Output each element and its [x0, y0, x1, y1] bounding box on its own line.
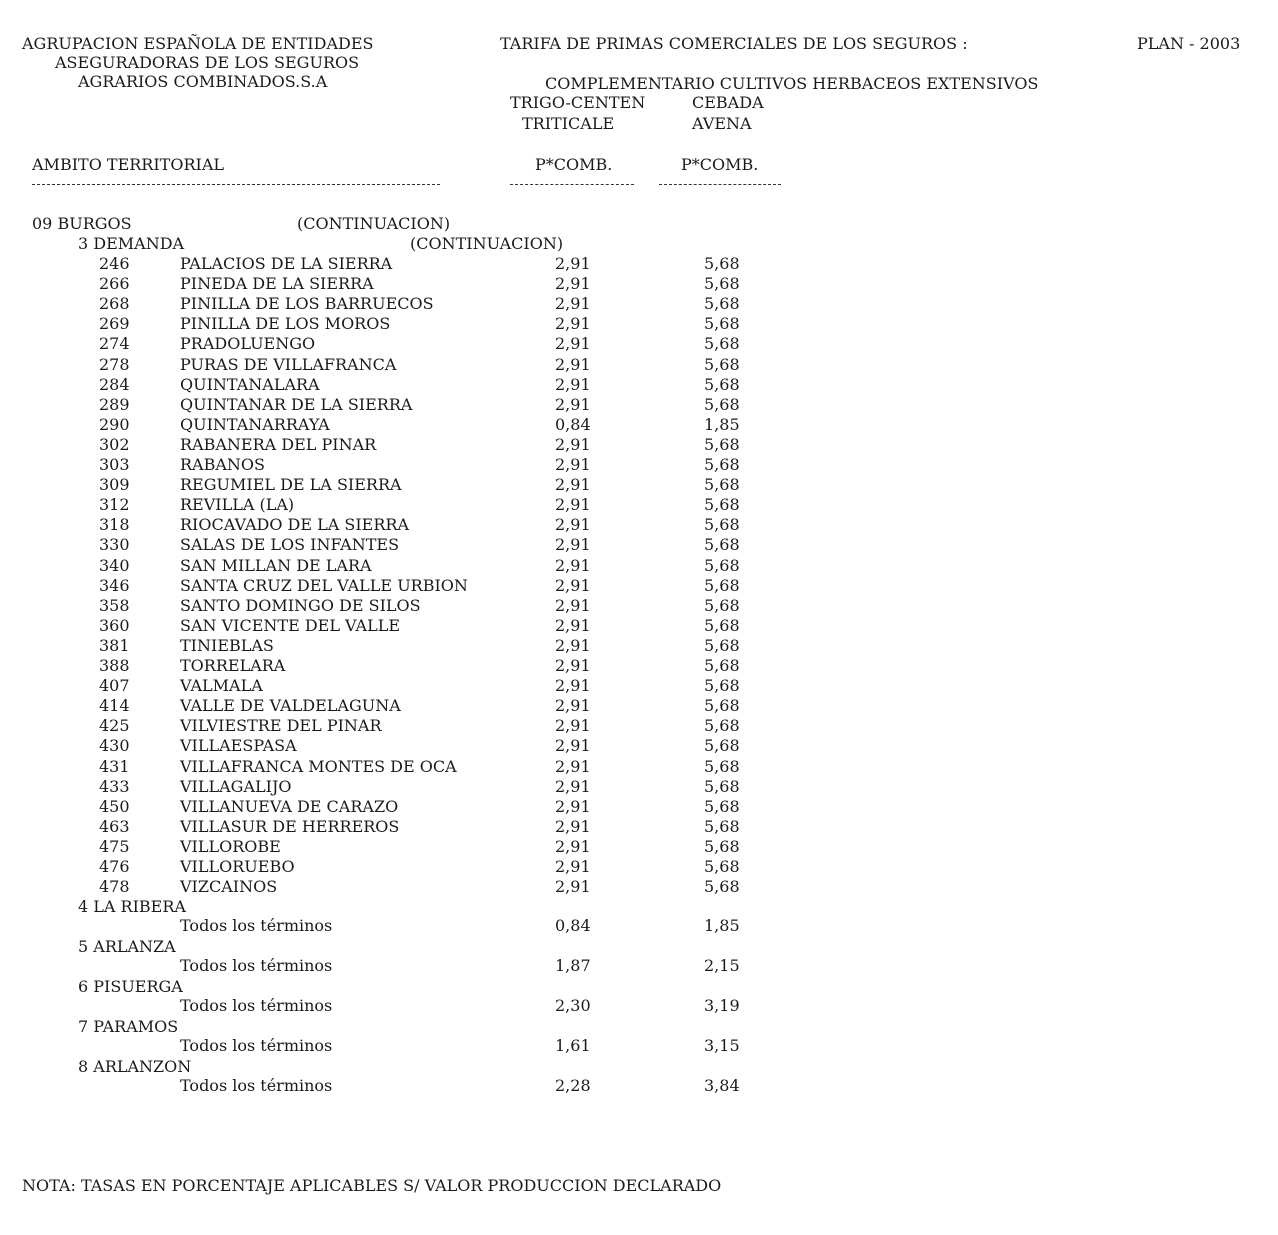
- comarca-value-pcomb-1: 0,84: [555, 916, 591, 935]
- row-value-pcomb-1: 2,91: [555, 294, 591, 314]
- row-code: 381: [99, 635, 130, 655]
- row-value-pcomb-1: 2,91: [555, 535, 591, 555]
- row-value-pcomb-1: 2,91: [555, 877, 591, 897]
- row-code: 268: [99, 294, 130, 314]
- row-value-pcomb-1: 2,91: [555, 254, 591, 273]
- row-code: 433: [99, 776, 130, 796]
- row-name: SAN MILLAN DE LARA: [180, 555, 372, 575]
- table-row: [0, 837, 800, 857]
- row-value-pcomb-2: 5,68: [704, 615, 740, 635]
- table-row: [0, 535, 800, 555]
- row-value-pcomb-1: 2,91: [555, 656, 591, 675]
- row-value-pcomb-2: 5,68: [704, 696, 740, 716]
- row-value-pcomb-2: 5,68: [704, 535, 740, 555]
- row-value-pcomb-1: 2,91: [555, 796, 591, 816]
- row-value-pcomb-1: 2,91: [555, 555, 591, 575]
- table-row: [0, 415, 800, 435]
- row-value-pcomb-1: 2,91: [555, 676, 591, 696]
- column-divider-pcomb-2: [659, 184, 781, 185]
- table-row: [0, 616, 800, 636]
- row-code: 475: [99, 836, 130, 856]
- row-value-pcomb-2: 5,68: [704, 736, 740, 756]
- comarca-row: [0, 916, 800, 936]
- row-code: 358: [99, 595, 130, 615]
- comarca-value-pcomb-2: 3,84: [704, 1076, 740, 1095]
- row-value-pcomb-1: 2,91: [555, 635, 591, 655]
- row-code: 476: [99, 857, 130, 876]
- comarca-value-pcomb-2: 1,85: [704, 916, 740, 935]
- column-divider-pcomb-1: [510, 184, 634, 185]
- row-code: 274: [99, 334, 130, 354]
- table-row: [0, 757, 800, 777]
- row-name: RABANOS: [180, 455, 265, 474]
- row-value-pcomb-2: 5,68: [704, 796, 740, 816]
- comarca-row: [0, 996, 800, 1016]
- row-name: SANTA CRUZ DEL VALLE URBION: [180, 575, 468, 595]
- row-name: VILLASUR DE HERREROS: [180, 816, 400, 836]
- comarca-row: [0, 1076, 800, 1096]
- table-row: [0, 455, 800, 475]
- column-header-pcomb-1: P*COMB.: [535, 155, 613, 174]
- comarca-terms: Todos los términos: [180, 1036, 333, 1055]
- row-value-pcomb-1: 2,91: [555, 394, 591, 414]
- comarca-label: 3 DEMANDA: [78, 234, 185, 253]
- table-row: [0, 736, 800, 756]
- row-name: VILLAFRANCA MONTES DE OCA: [180, 756, 457, 776]
- comarca-terms: Todos los términos: [180, 1076, 333, 1095]
- row-code: 388: [99, 656, 130, 675]
- comarca-terms: Todos los términos: [180, 916, 333, 935]
- row-name: VILVIESTRE DEL PINAR: [180, 716, 382, 736]
- row-value-pcomb-1: 2,91: [555, 334, 591, 354]
- row-code: 269: [99, 314, 130, 334]
- table-row: [0, 877, 800, 897]
- row-name: SALAS DE LOS INFANTES: [180, 535, 400, 555]
- table-row: [0, 596, 800, 616]
- table-row: [0, 475, 800, 495]
- row-code: 318: [99, 515, 130, 535]
- row-name: REGUMIEL DE LA SIERRA: [180, 475, 402, 495]
- row-value-pcomb-2: 5,68: [704, 716, 740, 736]
- comarca-value-pcomb-1: 1,61: [555, 1036, 591, 1055]
- row-value-pcomb-1: 2,91: [555, 857, 591, 876]
- row-value-pcomb-2: 5,68: [704, 555, 740, 575]
- row-value-pcomb-2: 5,68: [704, 595, 740, 615]
- row-code: 312: [99, 495, 130, 515]
- table-row: [0, 576, 800, 596]
- row-code: 289: [99, 394, 130, 414]
- row-value-pcomb-1: 2,91: [555, 354, 591, 374]
- comarca-terms: Todos los términos: [180, 956, 333, 975]
- row-value-pcomb-2: 5,68: [704, 455, 740, 474]
- row-name: PRADOLUENGO: [180, 334, 316, 354]
- table-row: [0, 294, 800, 314]
- table-row: [0, 636, 800, 656]
- comarca-label: 7 PARAMOS: [78, 1017, 179, 1036]
- plan-label: PLAN - 2003: [1137, 34, 1241, 53]
- row-value-pcomb-1: 2,91: [555, 776, 591, 796]
- row-value-pcomb-1: 0,84: [555, 414, 591, 434]
- row-name: QUINTANALARA: [180, 374, 320, 394]
- row-value-pcomb-2: 5,68: [704, 254, 740, 273]
- row-name: VILLANUEVA DE CARAZO: [180, 796, 399, 816]
- row-name: VILLORUEBO: [180, 857, 295, 876]
- comarca-value-pcomb-1: 2,28: [555, 1076, 591, 1095]
- row-name: VILLAESPASA: [180, 736, 297, 756]
- crop-col1-line2: TRITICALE: [522, 114, 615, 133]
- row-name: QUINTANARRAYA: [180, 414, 330, 434]
- row-value-pcomb-2: 5,68: [704, 294, 740, 314]
- row-name: PINEDA DE LA SIERRA: [180, 274, 374, 294]
- row-value-pcomb-1: 2,91: [555, 475, 591, 495]
- table-row: [0, 515, 800, 535]
- row-value-pcomb-2: 5,68: [704, 354, 740, 374]
- row-name: REVILLA (LA): [180, 495, 295, 515]
- table-row: [0, 676, 800, 696]
- column-header-ambito: AMBITO TERRITORIAL: [32, 155, 224, 174]
- row-code: 430: [99, 736, 130, 756]
- row-value-pcomb-1: 2,91: [555, 515, 591, 535]
- row-value-pcomb-2: 5,68: [704, 836, 740, 856]
- comarca-continuation: (CONTINUACION): [410, 234, 564, 253]
- row-code: 478: [99, 877, 130, 897]
- row-name: VILLOROBE: [180, 836, 281, 856]
- row-value-pcomb-2: 5,68: [704, 756, 740, 776]
- row-value-pcomb-2: 5,68: [704, 676, 740, 696]
- row-code: 407: [99, 676, 130, 696]
- row-code: 346: [99, 575, 130, 595]
- column-header-pcomb-2: P*COMB.: [681, 155, 759, 174]
- comarca-label: 4 LA RIBERA: [78, 897, 186, 916]
- org-name-line1: AGRUPACION ESPAÑOLA DE ENTIDADES: [22, 34, 374, 53]
- row-name: SAN VICENTE DEL VALLE: [180, 615, 401, 635]
- row-name: VIZCAINOS: [180, 877, 278, 897]
- row-code: 309: [99, 475, 130, 495]
- row-value-pcomb-2: 5,68: [704, 314, 740, 334]
- document-title: TARIFA DE PRIMAS COMERCIALES DE LOS SEGUROS :: [500, 34, 968, 53]
- footer-note: NOTA: TASAS EN PORCENTAJE APLICABLES S/ VALOR PRODUCCION DECLARADO: [22, 1176, 722, 1195]
- table-row: [0, 716, 800, 736]
- row-code: 340: [99, 555, 130, 575]
- row-value-pcomb-1: 2,91: [555, 274, 591, 294]
- row-name: PALACIOS DE LA SIERRA: [180, 254, 393, 273]
- table-row: [0, 696, 800, 716]
- row-code: 284: [99, 374, 130, 394]
- row-value-pcomb-1: 2,91: [555, 374, 591, 394]
- table-row: [0, 656, 800, 676]
- row-value-pcomb-2: 5,68: [704, 816, 740, 836]
- row-name: TINIEBLAS: [180, 635, 274, 655]
- row-code: 303: [99, 455, 130, 474]
- row-value-pcomb-2: 5,68: [704, 394, 740, 414]
- table-row: [0, 314, 800, 334]
- comarca-value-pcomb-2: 2,15: [704, 956, 740, 975]
- row-code: 450: [99, 796, 130, 816]
- row-value-pcomb-2: 5,68: [704, 877, 740, 897]
- row-value-pcomb-1: 2,91: [555, 836, 591, 856]
- crop-col2-line2: AVENA: [692, 114, 752, 133]
- row-value-pcomb-2: 5,68: [704, 656, 740, 675]
- table-row: [0, 254, 800, 274]
- crop-col1-line1: TRIGO-CENTEN: [510, 93, 646, 112]
- row-code: 290: [99, 414, 130, 434]
- column-divider-ambito: [32, 184, 440, 185]
- row-value-pcomb-1: 2,91: [555, 736, 591, 756]
- row-value-pcomb-1: 2,91: [555, 314, 591, 334]
- table-row: [0, 797, 800, 817]
- row-value-pcomb-1: 2,91: [555, 575, 591, 595]
- row-value-pcomb-1: 2,91: [555, 716, 591, 736]
- row-name: QUINTANAR DE LA SIERRA: [180, 394, 413, 414]
- row-value-pcomb-2: 5,68: [704, 515, 740, 535]
- row-code: 414: [99, 696, 130, 716]
- row-value-pcomb-1: 2,91: [555, 756, 591, 776]
- row-code: 360: [99, 615, 130, 635]
- table-row: [0, 817, 800, 837]
- row-name: VILLAGALIJO: [180, 776, 292, 796]
- row-name: TORRELARA: [180, 656, 286, 675]
- province-continuation: (CONTINUACION): [297, 214, 451, 233]
- org-name-line3: AGRARIOS COMBINADOS.S.A: [78, 72, 328, 91]
- table-row: [0, 375, 800, 395]
- row-name: PINILLA DE LOS BARRUECOS: [180, 294, 434, 314]
- row-value-pcomb-1: 2,91: [555, 455, 591, 474]
- row-name: RIOCAVADO DE LA SIERRA: [180, 515, 410, 535]
- row-value-pcomb-2: 5,68: [704, 776, 740, 796]
- comarca-terms: Todos los términos: [180, 996, 333, 1015]
- row-name: VALLE DE VALDELAGUNA: [180, 696, 401, 716]
- row-name: RABANERA DEL PINAR: [180, 434, 377, 454]
- row-value-pcomb-2: 5,68: [704, 857, 740, 876]
- table-row: [0, 857, 800, 877]
- row-code: 278: [99, 354, 130, 374]
- row-value-pcomb-2: 5,68: [704, 495, 740, 515]
- row-value-pcomb-1: 2,91: [555, 615, 591, 635]
- row-value-pcomb-2: 5,68: [704, 475, 740, 495]
- row-code: 431: [99, 756, 130, 776]
- table-row: [0, 556, 800, 576]
- comarca-label: 6 PISUERGA: [78, 977, 183, 996]
- row-code: 266: [99, 274, 130, 294]
- table-row: [0, 777, 800, 797]
- table-row: [0, 495, 800, 515]
- row-code: 246: [99, 254, 130, 273]
- row-code: 425: [99, 716, 130, 736]
- document-subtitle: COMPLEMENTARIO CULTIVOS HERBACEOS EXTENSIVOS: [545, 74, 1039, 93]
- row-code: 302: [99, 434, 130, 454]
- row-value-pcomb-2: 1,85: [704, 414, 740, 434]
- province-label: 09 BURGOS: [32, 214, 132, 233]
- table-row: [0, 395, 800, 415]
- crop-col2-line1: CEBADA: [692, 93, 764, 112]
- row-name: PURAS DE VILLAFRANCA: [180, 354, 397, 374]
- comarca-value-pcomb-1: 2,30: [555, 996, 591, 1015]
- table-row: [0, 435, 800, 455]
- comarca-label: 5 ARLANZA: [78, 937, 176, 956]
- comarca-row: [0, 1036, 800, 1056]
- table-row: [0, 355, 800, 375]
- row-value-pcomb-1: 2,91: [555, 595, 591, 615]
- comarca-value-pcomb-1: 1,87: [555, 956, 591, 975]
- row-code: 330: [99, 535, 130, 555]
- row-value-pcomb-1: 2,91: [555, 434, 591, 454]
- row-value-pcomb-1: 2,91: [555, 696, 591, 716]
- row-value-pcomb-2: 5,68: [704, 274, 740, 294]
- org-name-line2: ASEGURADORAS DE LOS SEGUROS: [55, 53, 360, 72]
- row-name: VALMALA: [180, 676, 263, 696]
- row-value-pcomb-2: 5,68: [704, 635, 740, 655]
- row-value-pcomb-1: 2,91: [555, 495, 591, 515]
- row-code: 463: [99, 816, 130, 836]
- row-value-pcomb-2: 5,68: [704, 334, 740, 354]
- row-name: PINILLA DE LOS MOROS: [180, 314, 391, 334]
- row-name: SANTO DOMINGO DE SILOS: [180, 595, 421, 615]
- row-value-pcomb-2: 5,68: [704, 374, 740, 394]
- table-row: [0, 274, 800, 294]
- table-row: [0, 334, 800, 354]
- comarca-value-pcomb-2: 3,15: [704, 1036, 740, 1055]
- comarca-value-pcomb-2: 3,19: [704, 996, 740, 1015]
- row-value-pcomb-2: 5,68: [704, 434, 740, 454]
- comarca-row: [0, 956, 800, 976]
- row-value-pcomb-2: 5,68: [704, 575, 740, 595]
- row-value-pcomb-1: 2,91: [555, 816, 591, 836]
- comarca-label: 8 ARLANZON: [78, 1057, 192, 1076]
